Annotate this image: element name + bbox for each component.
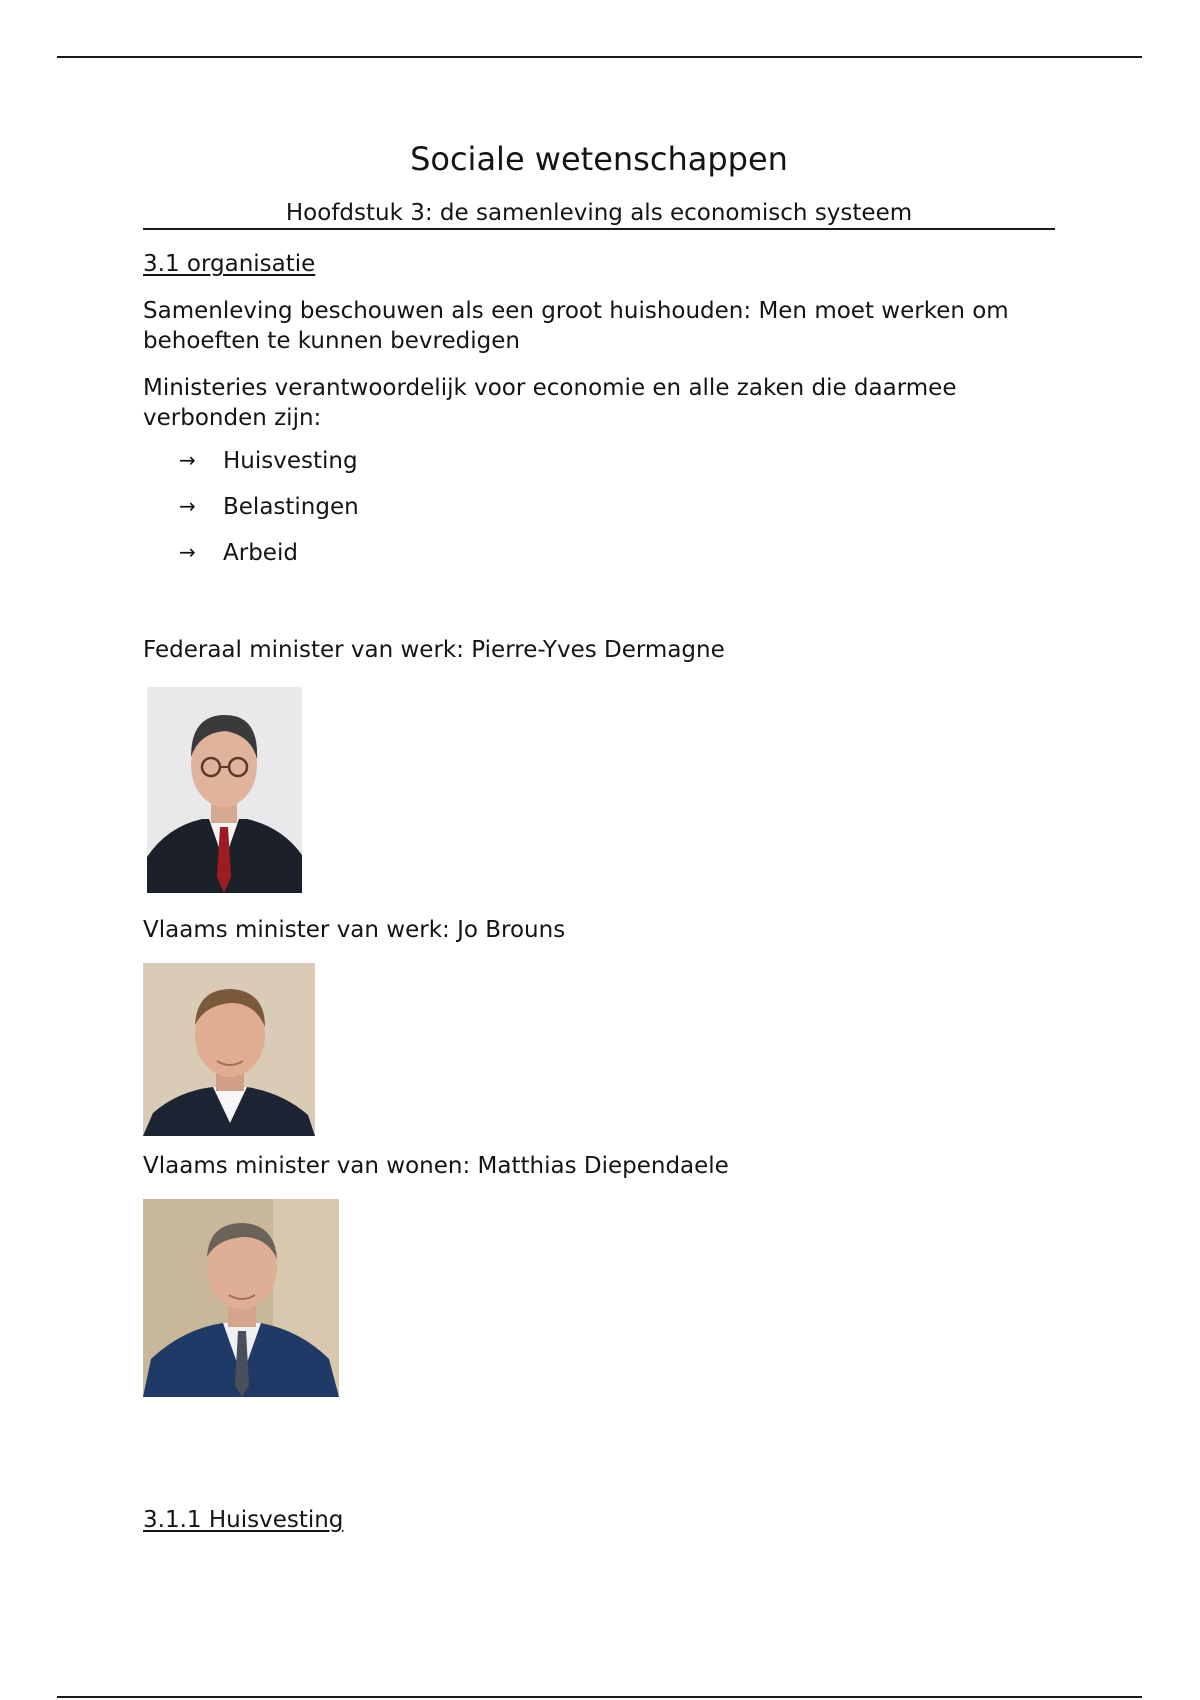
- paragraph-household: Samenleving beschouwen als een groot huishouden: Men moet werken om behoeften te kunnen bevredigen: [143, 298, 1009, 354]
- list-item: [143, 448, 359, 494]
- list-item: [143, 540, 359, 586]
- minister-caption-flemish-housing: Vlaams minister van wonen: Matthias Diependaele: [143, 1153, 729, 1179]
- arrow-right-icon: →: [179, 494, 196, 518]
- subsection-heading: 3.1.1 Huisvesting: [143, 1507, 344, 1533]
- minister-caption-flemish-work: Vlaams minister van werk: Jo Brouns: [143, 917, 566, 943]
- page-bottom-rule: [57, 1696, 1142, 1698]
- list-item: [143, 494, 359, 540]
- page-top-rule: [57, 56, 1142, 58]
- list-item-label: Huisvesting: [223, 448, 358, 474]
- document-title: Sociale wetenschappen: [410, 140, 788, 178]
- paragraph-ministries: Ministeries verantwoordelijk voor economie en alle zaken die daarmee verbonden zijn:: [143, 375, 957, 431]
- section-heading: 3.1 organisatie: [143, 251, 316, 277]
- minister-caption-federal-work: Federaal minister van werk: Pierre-Yves Dermagne: [143, 637, 725, 663]
- chapter-subtitle: Hoofdstuk 3: de samenleving als economisch systeem: [143, 200, 1055, 230]
- arrow-right-icon: →: [179, 448, 196, 472]
- minister-portrait-diependaele: [143, 1199, 339, 1397]
- ministry-topics-list: [143, 448, 359, 586]
- minister-portrait-dermagne: [147, 687, 302, 893]
- arrow-right-icon: →: [179, 540, 196, 564]
- minister-portrait-brouns: [143, 963, 315, 1136]
- list-item-label: Belastingen: [223, 494, 359, 520]
- list-item-label: Arbeid: [223, 540, 298, 566]
